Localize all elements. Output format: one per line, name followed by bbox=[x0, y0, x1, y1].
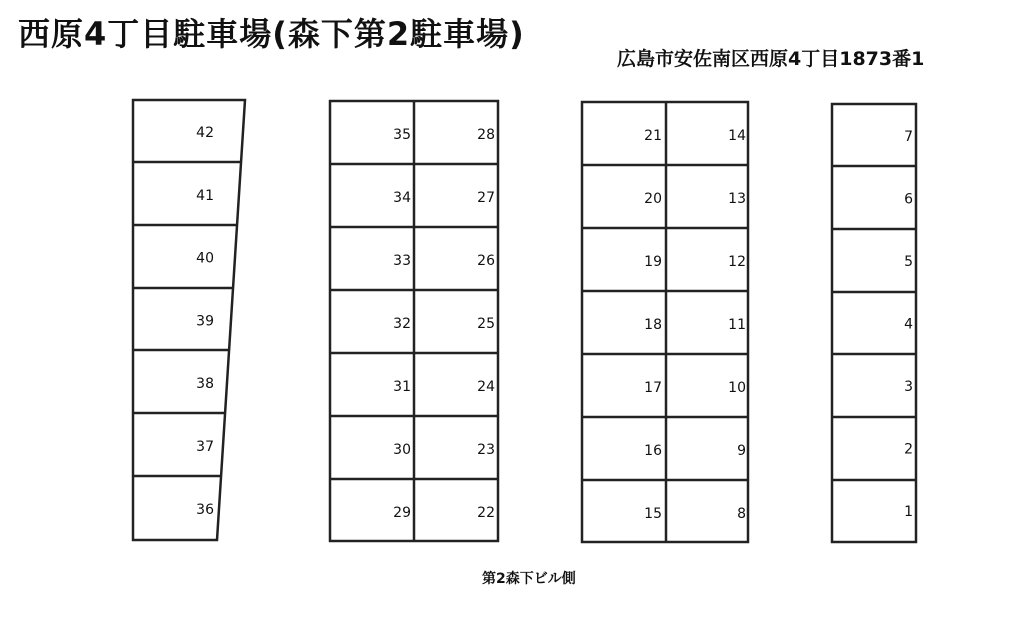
parking-space-number: 42 bbox=[196, 125, 214, 141]
parking-space-number: 3 bbox=[904, 379, 913, 395]
parking-space-number: 25 bbox=[477, 316, 495, 332]
parking-space-number: 23 bbox=[477, 442, 495, 458]
parking-space-number: 5 bbox=[904, 254, 913, 270]
parking-space-number: 12 bbox=[728, 254, 746, 270]
parking-space-number: 40 bbox=[196, 250, 214, 267]
parking-space-number: 35 bbox=[393, 127, 411, 143]
parking-space-number: 41 bbox=[196, 187, 214, 204]
parking-space-number: 32 bbox=[393, 316, 411, 332]
parking-space-number: 29 bbox=[393, 505, 411, 521]
parking-space-number: 7 bbox=[904, 129, 913, 145]
block-a-outline bbox=[133, 100, 245, 540]
parking-space-number: 30 bbox=[393, 442, 411, 458]
parking-space-number: 14 bbox=[728, 128, 746, 144]
parking-space-number: 33 bbox=[393, 253, 411, 269]
parking-space-number: 1 bbox=[904, 504, 913, 520]
parking-space-number: 20 bbox=[644, 191, 662, 207]
parking-space-number: 26 bbox=[477, 253, 495, 269]
parking-space-number: 28 bbox=[477, 127, 495, 143]
parking-space-number: 4 bbox=[904, 316, 913, 333]
parking-space-number: 19 bbox=[644, 254, 662, 270]
parking-space-number: 13 bbox=[728, 191, 746, 207]
parking-space-number: 36 bbox=[196, 501, 214, 518]
parking-space-number: 24 bbox=[477, 379, 495, 395]
parking-space-number: 17 bbox=[644, 380, 662, 396]
parking-space-number: 9 bbox=[737, 443, 746, 459]
block-c bbox=[582, 102, 748, 542]
building-side-label: 第2森下ビル側 bbox=[482, 571, 576, 587]
block-b bbox=[330, 101, 498, 541]
parking-space-number: 10 bbox=[728, 380, 746, 396]
parking-space-number: 34 bbox=[393, 190, 411, 206]
parking-space-number: 6 bbox=[904, 191, 913, 208]
parking-space-number: 39 bbox=[196, 313, 214, 330]
block-a bbox=[133, 100, 245, 540]
parking-space-number: 2 bbox=[904, 441, 913, 458]
parking-space-number: 11 bbox=[728, 317, 746, 333]
parking-space-number: 8 bbox=[737, 506, 746, 522]
parking-space-number: 37 bbox=[196, 439, 214, 455]
parking-space-number: 18 bbox=[644, 317, 662, 333]
parking-space-number: 31 bbox=[393, 379, 411, 395]
parking-space-number: 16 bbox=[644, 443, 662, 459]
address-label: 広島市安佐南区西原4丁目1873番1 bbox=[617, 48, 925, 70]
parking-space-number: 15 bbox=[644, 506, 662, 522]
parking-space-number: 22 bbox=[477, 505, 495, 521]
page-title: 西原4丁目駐車場(森下第2駐車場) bbox=[18, 15, 525, 53]
parking-space-number: 21 bbox=[644, 128, 662, 144]
parking-space-number: 27 bbox=[477, 190, 495, 206]
block-d bbox=[832, 104, 916, 542]
parking-space-number: 38 bbox=[196, 376, 214, 393]
